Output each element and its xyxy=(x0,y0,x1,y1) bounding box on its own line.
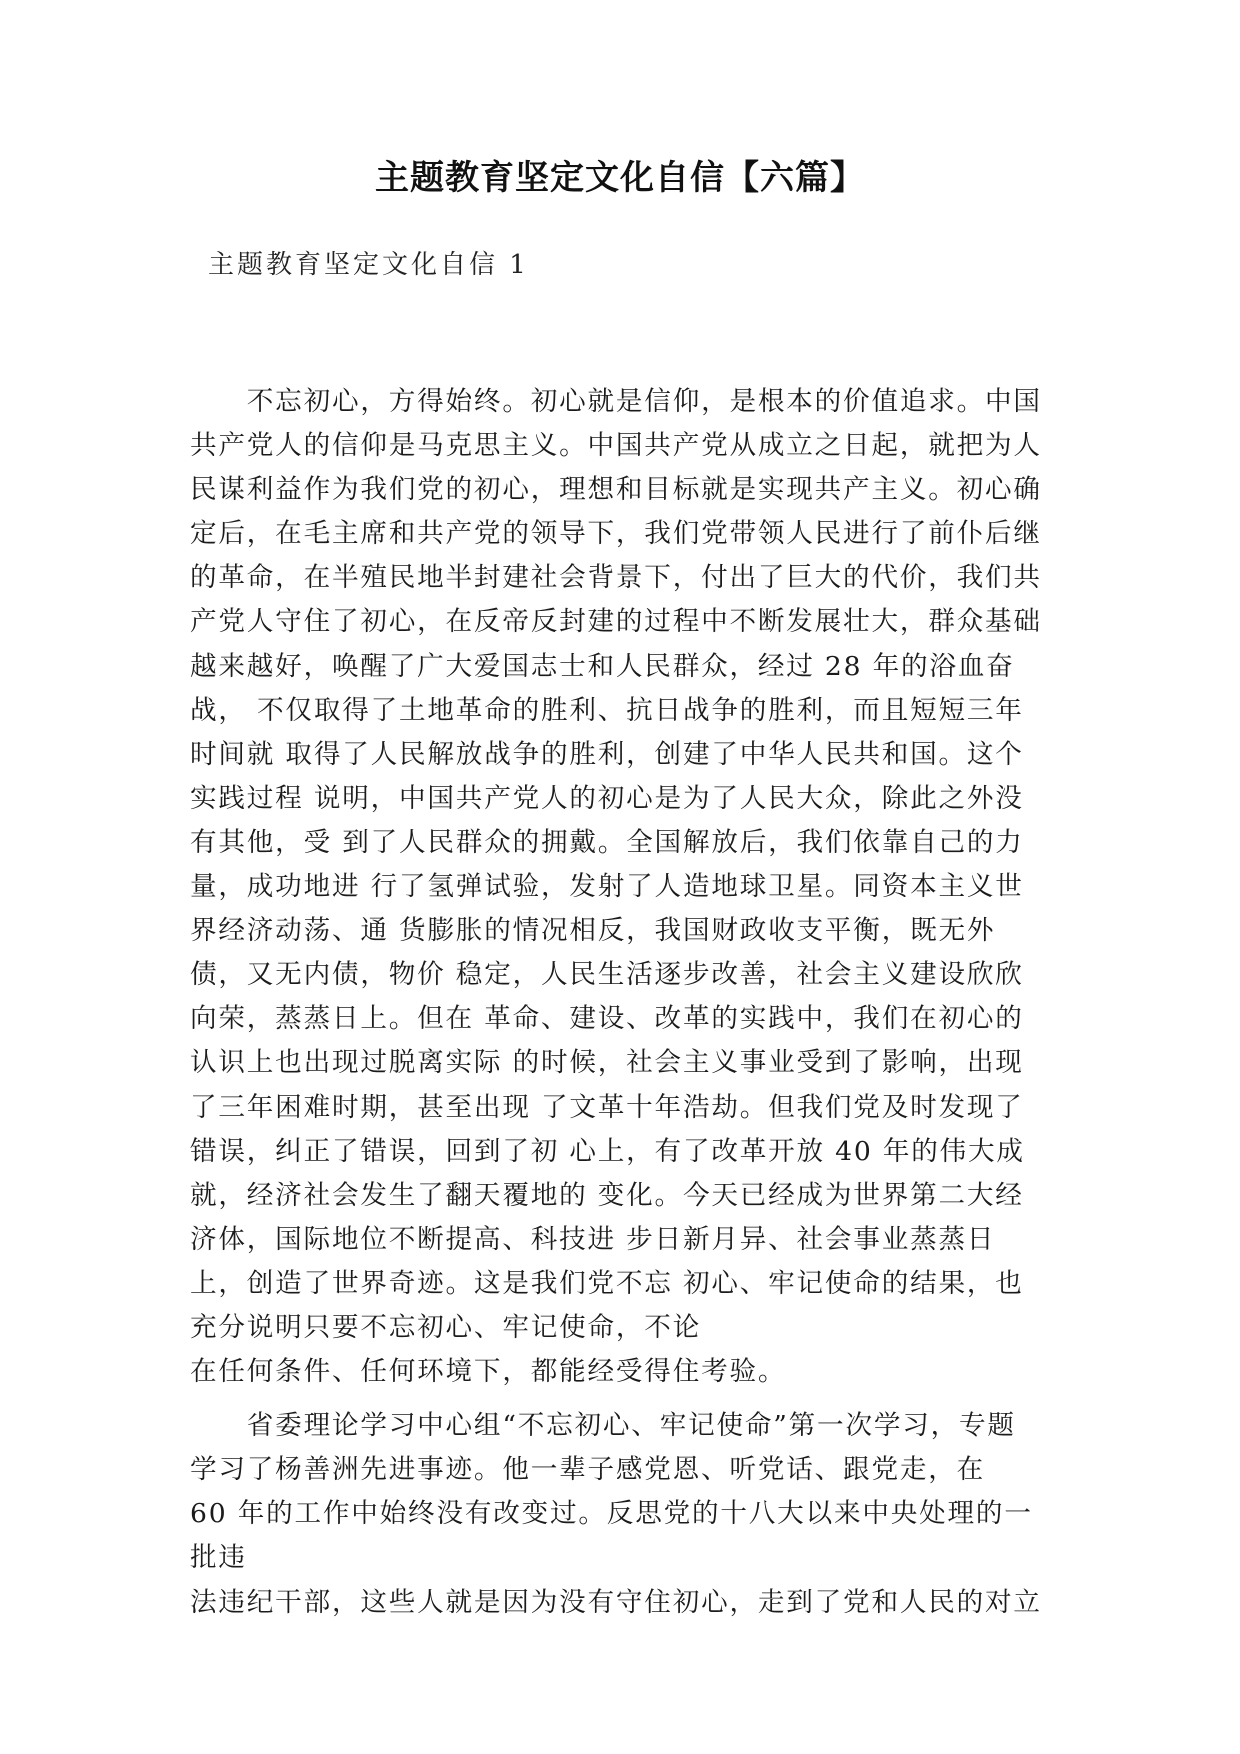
text-line: 在任何条件、任何环境下，都能经受得住考验。 xyxy=(190,1356,787,1388)
text-line: 战， 不仅取得了土地革命的胜利、抗日战争的胜利，而且短短三年 xyxy=(190,694,1024,726)
text-line: 债，又无内债，物价 稳定，人民生活逐步改善，社会主义建设欣欣 xyxy=(190,959,1024,991)
paragraph-1 xyxy=(190,380,1060,1394)
text-line: 民谋利益作为我们党的初心，理想和目标就是实现共产主义。初心确 xyxy=(190,474,1042,506)
text-line: 实践过程 说明，中国共产党人的初心是为了人民大众，除此之外没 xyxy=(190,782,1024,814)
text-line: 向荣，蒸蒸日上。但在 革命、建设、改革的实践中，我们在初心的 xyxy=(190,1003,1024,1035)
text-line: 法违纪干部，这些人就是因为没有守住初心，走到了党和人民的对立 xyxy=(190,1586,1042,1618)
body-text xyxy=(190,380,1060,1625)
text-line: 共产党人的信仰是马克思主义。中国共产党从成立之日起，就把为人 xyxy=(190,430,1042,462)
paragraph-2 xyxy=(190,1404,1060,1624)
text-line: 有其他，受 到了人民群众的拥戴。全国解放后，我们依靠自己的力 xyxy=(190,826,1024,858)
section-heading: 主题教育坚定文化自信 1 xyxy=(208,250,529,280)
text-line: 越来越好，唤醒了广大爱国志士和人民群众，经过 28 年的浴血奋 xyxy=(190,650,1015,682)
text-line: 不忘初心，方得始终。初心就是信仰，是根本的价值追求。中国 xyxy=(190,386,1042,417)
text-line: 认识上也出现过脱离实际 的时候，社会主义事业受到了影响，出现 xyxy=(190,1047,1024,1079)
text-line: 省委理论学习中心组“不忘初心、牢记使命”第一次学习，专题 xyxy=(190,1410,1016,1442)
text-line: 就，经济社会发生了翻天覆地的 变化。今天已经成为世界第二大经 xyxy=(190,1179,1024,1211)
text-line: 充分说明只要不忘初心、牢记使命，不论 xyxy=(190,1311,702,1343)
text-line: 60 年的工作中始终没有改变过。反思党的十八大以来中央处理的一 xyxy=(190,1498,1033,1530)
text-line: 界经济动荡、通 货膨胀的情况相反，我国财政收支平衡，既无外 xyxy=(190,915,996,947)
text-line: 产党人守住了初心，在反帝反封建的过程中不断发展壮大，群众基础 xyxy=(190,606,1042,638)
text-line: 济体，国际地位不断提高、科技进 步日新月异、社会事业蒸蒸日 xyxy=(190,1223,996,1255)
text-line: 量，成功地进 行了氢弹试验，发射了人造地球卫星。同资本主义世 xyxy=(190,871,1024,903)
text-line: 定后，在毛主席和共产党的领导下，我们党带领人民进行了前仆后继 xyxy=(190,518,1042,550)
text-line: 错误，纠正了错误，回到了初 心上，有了改革开放 40 年的伟大成 xyxy=(190,1135,1025,1167)
text-line: 学习了杨善洲先进事迹。他一辈子感党恩、听党话、跟党走，在 xyxy=(190,1454,986,1486)
text-line: 批违 xyxy=(190,1542,247,1574)
text-line: 了三年困难时期，甚至出现 了文革十年浩劫。但我们党及时发现了 xyxy=(190,1091,1024,1123)
document-title: 主题教育坚定文化自信【六篇】 xyxy=(375,158,865,198)
text-line: 上，创造了世界奇迹。这是我们党不忘 初心、牢记使命的结果，也 xyxy=(190,1267,1024,1299)
paragraph-gap xyxy=(190,1394,1060,1404)
text-line: 的革命，在半殖民地半封建社会背景下，付出了巨大的代价，我们共 xyxy=(190,562,1042,594)
text-line: 时间就 取得了人民解放战争的胜利，创建了中华人民共和国。这个 xyxy=(190,738,1024,770)
